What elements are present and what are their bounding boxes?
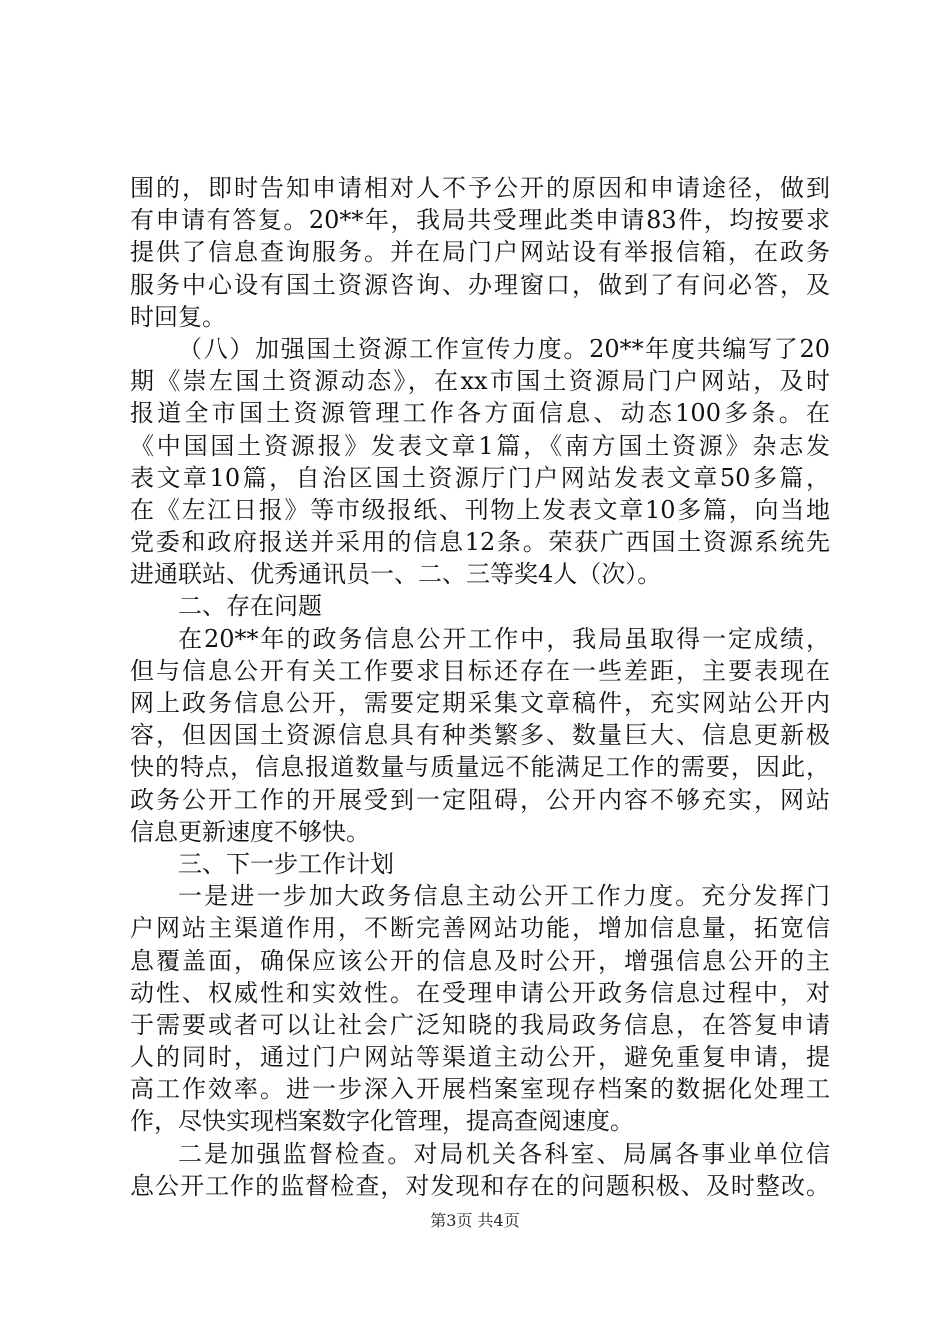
text-line: 二是加强监督检查。对局机关各科室、局属各事业单位信 xyxy=(178,1139,830,1168)
text-line: 有申请有答复。20**年，我局共受理此类申请83件，均按要求 xyxy=(130,206,830,235)
text-line: 快的特点，信息报道数量与质量远不能满足工作的需要，因此， xyxy=(130,753,830,782)
text-line: 三、下一步工作计划 xyxy=(178,849,394,878)
text-line: 在20**年的政务信息公开工作中，我局虽取得一定成绩， xyxy=(178,624,830,653)
text-line: 信息更新速度不够快。 xyxy=(130,817,370,846)
text-line: 提供了信息查询服务。并在局门户网站设有举报信箱，在政务 xyxy=(130,238,830,267)
text-line: 网上政务信息公开，需要定期采集文章稿件，充实网站公开内 xyxy=(130,689,830,717)
text-line: 进通联站、优秀通讯员一、二、三等奖4人（次）。 xyxy=(130,560,662,589)
text-line: 在《左江日报》等市级报纸、刊物上发表文章10多篇，向当地 xyxy=(130,495,830,524)
text-line: 于需要或者可以让社会广泛知晓的我局政务信息，在答复申请 xyxy=(130,1010,830,1039)
text-line: 高工作效率。进一步深入开展档案室现存档案的数据化处理工 xyxy=(130,1075,830,1104)
text-line: 政务公开工作的开展受到一定阻碍，公开内容不够充实，网站 xyxy=(130,785,830,814)
text-line: 作，尽快实现档案数字化管理，提高查阅速度。 xyxy=(130,1107,634,1136)
text-line: 二、存在问题 xyxy=(178,592,322,621)
text-line: 人的同时，通过门户网站等渠道主动公开，避免重复申请，提 xyxy=(130,1043,830,1072)
text-line: 息公开工作的监督检查，对发现和存在的问题积极、及时整改。 xyxy=(130,1171,830,1200)
text-line: 息覆盖面，确保应该公开的信息及时公开，增强信息公开的主 xyxy=(130,946,830,975)
document-body xyxy=(130,172,830,1202)
text-line: 服务中心设有国土资源咨询、办理窗口，做到了有问必答，及 xyxy=(130,270,830,299)
text-line: 《中国国土资源报》发表文章1篇，《南方国土资源》杂志发 xyxy=(130,431,830,460)
text-line: （八）加强国土资源工作宣传力度。20**年度共编写了20 xyxy=(178,334,830,363)
text-line: 时回复。 xyxy=(130,302,226,331)
text-line: 户网站主渠道作用，不断完善网站功能，增加信息量，拓宽信 xyxy=(130,914,830,943)
text-line: 党委和政府报送并采用的信息12条。荣获广西国土资源系统先 xyxy=(130,528,830,557)
text-line: 期《崇左国土资源动态》，在xx市国土资源局门户网站，及时 xyxy=(130,367,830,396)
text-line: 但与信息公开有关工作要求目标还存在一些差距，主要表现在 xyxy=(130,656,830,685)
text-line: 容，但因国土资源信息具有种类繁多、数量巨大、信息更新极 xyxy=(130,721,830,750)
page-footer: 第3页 共4页 xyxy=(430,1211,520,1230)
text-line: 表文章10篇，自治区国土资源厅门户网站发表文章50多篇， xyxy=(130,463,830,492)
text-line: 围的，即时告知申请相对人不予公开的原因和申请途径，做到 xyxy=(130,174,830,202)
text-line: 报道全市国土资源管理工作各方面信息、动态100多条。在 xyxy=(130,399,830,428)
text-line: 动性、权威性和实效性。在受理申请公开政务信息过程中，对 xyxy=(130,978,830,1007)
text-line: 一是进一步加大政务信息主动公开工作力度。充分发挥门 xyxy=(178,882,830,911)
